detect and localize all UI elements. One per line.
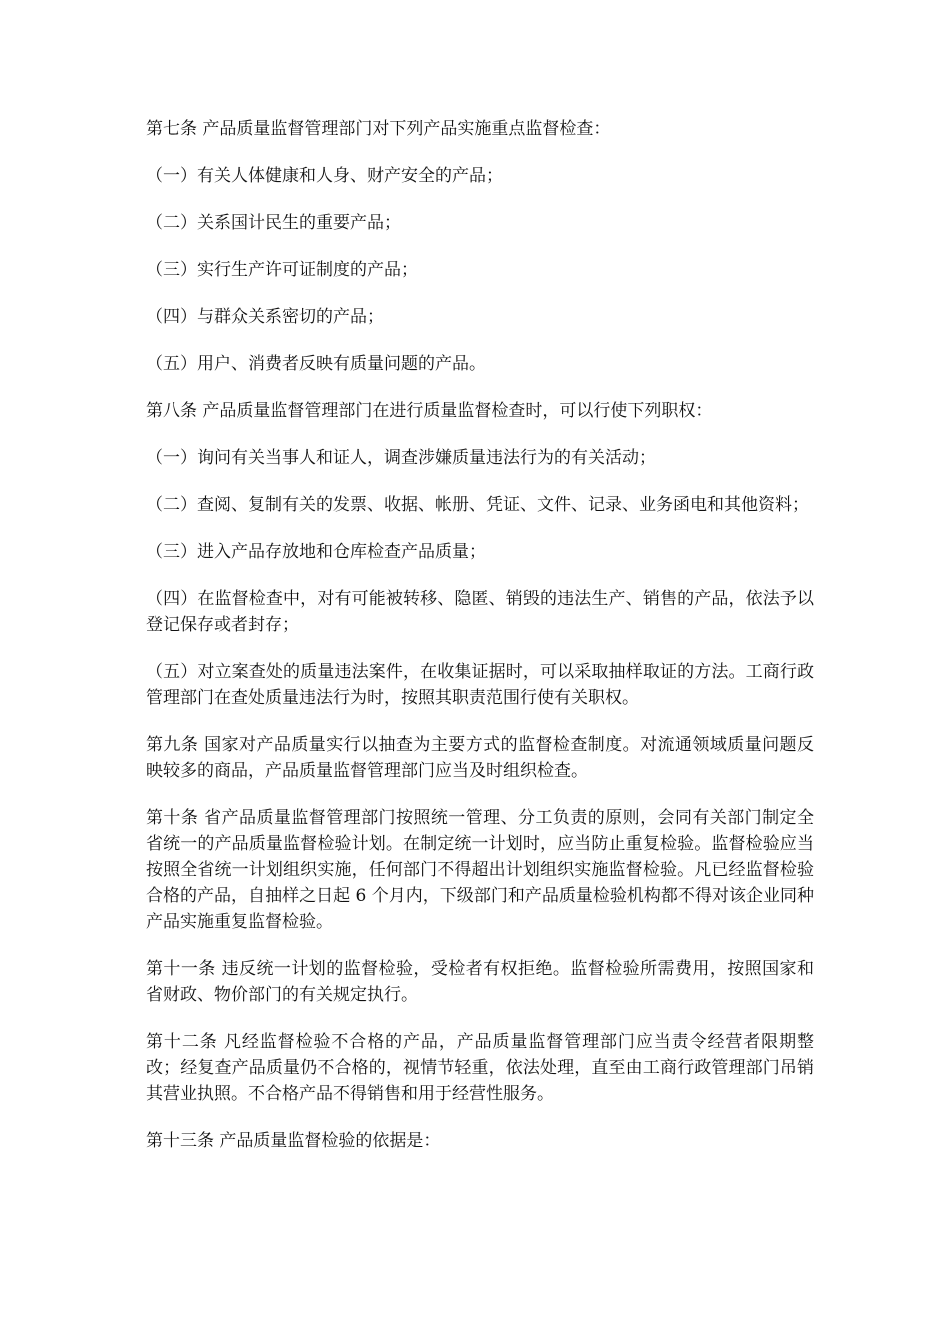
- article-7-item-3: （三）实行生产许可证制度的产品；: [146, 260, 418, 280]
- article-8-item-1: （一）询问有关当事人和证人，调查涉嫌质量违法行为的有关活动；: [146, 448, 656, 468]
- article-8-item-4: （四）在监督检查中，对有可能被转移、隐匿、销毁的违法生产、销售的产品，依法予以登记保存或者封存；: [146, 589, 814, 635]
- article-8-item-5: （五）对立案查处的质量违法案件，在收集证据时，可以采取抽样取证的方法。工商行政管理部门在查处质量违法行为时，按照其职责范围行使有关职权。: [146, 662, 814, 708]
- article-12: 第十二条 凡经监督检验不合格的产品，产品质量监督管理部门应当责令经营者限期整改；经复查产品质量仍不合格的，视情节轻重，依法处理，直至由工商行政管理部门吊销其营业执照。不合格产品不得销售和用于经营性服务。: [146, 1032, 814, 1104]
- article-10: 第十条 省产品质量监督管理部门按照统一管理、分工负责的原则，会同有关部门制定全省统一的产品质量监督检验计划。在制定统一计划时，应当防止重复检验。监督检验应当按照全省统一计划组织实施，任何部门不得超出计划组织实施监督检验。凡已经监督检验合格的产品，自抽样之日起 6 个月内，下级部门和产品质量检验机构都不得对该企业同种产品实施重复监督检验。: [146, 808, 814, 932]
- article-8-heading: 第八条 产品质量监督管理部门在进行质量监督检查时，可以行使下列职权：: [146, 401, 713, 421]
- document-body: [146, 116, 814, 1175]
- article-11: 第十一条 违反统一计划的监督检验，受检者有权拒绝。监督检验所需费用，按照国家和省财政、物价部门的有关规定执行。: [146, 959, 814, 1005]
- article-8-item-3: （三）进入产品存放地和仓库检查产品质量；: [146, 542, 486, 562]
- article-9: 第九条 国家对产品质量实行以抽查为主要方式的监督检查制度。对流通领域质量问题反映较多的商品，产品质量监督管理部门应当及时组织检查。: [146, 735, 814, 781]
- article-7-item-2: （二）关系国计民生的重要产品；: [146, 213, 401, 233]
- article-8-item-2: （二）查阅、复制有关的发票、收据、帐册、凭证、文件、记录、业务函电和其他资料；: [146, 495, 809, 515]
- article-7-item-1: （一）有关人体健康和人身、财产安全的产品；: [146, 166, 503, 186]
- article-7-item-4: （四）与群众关系密切的产品；: [146, 307, 384, 327]
- article-7-item-5: （五）用户、消费者反映有质量问题的产品。: [146, 354, 486, 374]
- article-13-heading: 第十三条 产品质量监督检验的依据是：: [146, 1131, 441, 1151]
- article-7-heading: 第七条 产品质量监督管理部门对下列产品实施重点监督检查：: [146, 119, 611, 139]
